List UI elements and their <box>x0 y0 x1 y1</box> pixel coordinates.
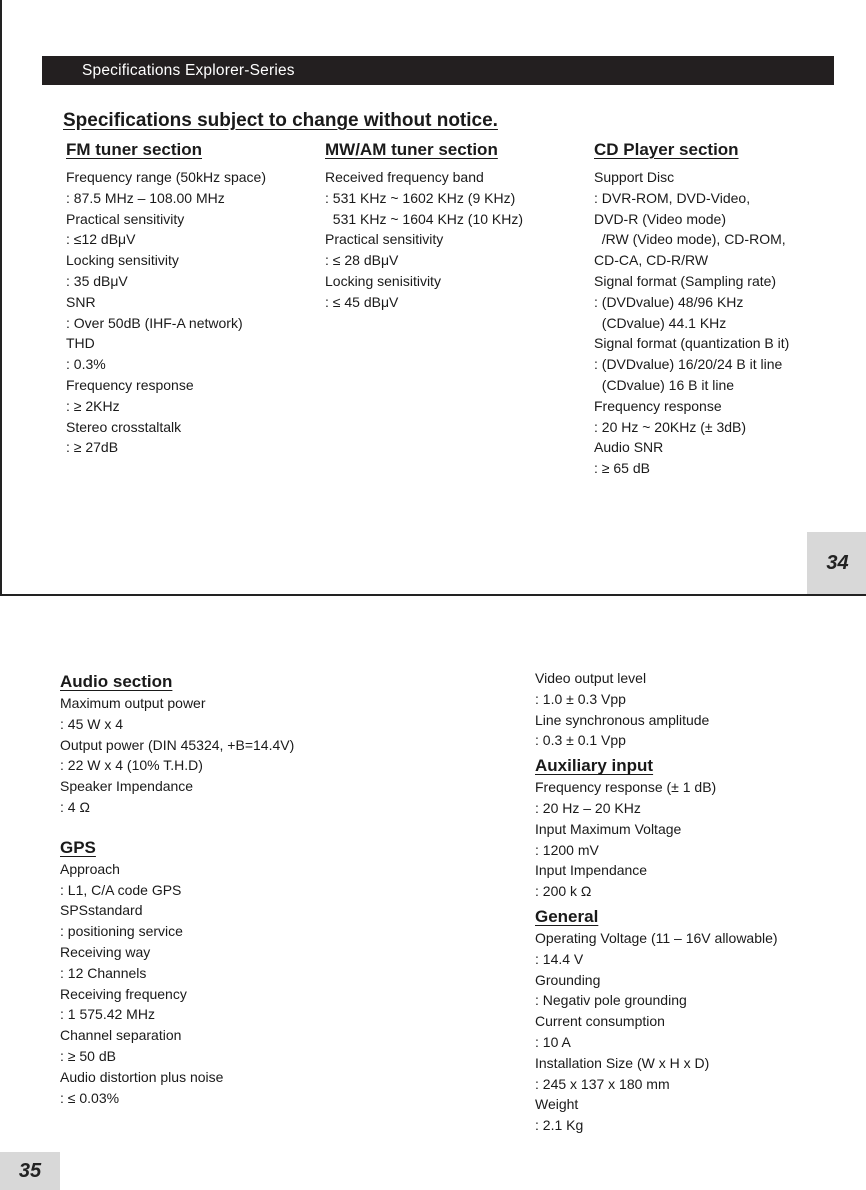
fm-spec-line: : ≤12 dBμV <box>66 231 136 248</box>
mwam-spec-line: : ≤ 45 dBμV <box>325 293 399 310</box>
general-section <box>535 906 778 1136</box>
gps-spec-line: : ≥ 50 dB <box>60 1047 116 1064</box>
gps-spec-line: Receiving way <box>60 943 151 960</box>
cd-spec-line: /RW (Video mode), CD-ROM, <box>594 231 786 248</box>
gps-spec-line: Channel separation <box>60 1027 182 1044</box>
general-spec-line: : 14.4 V <box>535 950 584 967</box>
right-column <box>535 668 778 1136</box>
general-spec-line: Weight <box>535 1096 579 1113</box>
general-spec-line: : Negativ pole grounding <box>535 992 687 1009</box>
general-spec-line: Grounding <box>535 971 601 988</box>
general-heading: General <box>535 906 599 926</box>
audio-spec-line: Output power (DIN 45324, +B=14.4V) <box>60 736 295 753</box>
fm-tuner-section <box>66 139 266 458</box>
section-title-bar: Specifications Explorer-Series <box>42 56 834 85</box>
cd-spec-line: : ≥ 65 dB <box>594 460 650 477</box>
fm-spec-line: : ≥ 2KHz <box>66 397 120 414</box>
fm-spec-line: Stereo crosstaltalk <box>66 418 182 435</box>
gps-spec-line: Approach <box>60 860 120 877</box>
general-spec-line: Installation Size (W x H x D) <box>535 1054 710 1071</box>
general-spec-line: Operating Voltage (11 – 16V allowable) <box>535 929 778 946</box>
page-number-35: 35 <box>0 1152 60 1190</box>
video-section <box>535 668 778 751</box>
audio-spec-line: : 4 Ω <box>60 798 90 815</box>
cd-spec-line: : 20 Hz ~ 20KHz (± 3dB) <box>594 418 747 435</box>
audio-heading: Audio section <box>60 672 173 691</box>
video-spec-line: : 0.3 ± 0.1 Vpp <box>535 732 626 749</box>
audio-spec-line: Speaker Impendance <box>60 778 194 795</box>
mwam-spec-line: Practical sensitivity <box>325 231 444 248</box>
manual-page-35 <box>0 596 866 1190</box>
cd-spec-line: : (DVDvalue) 16/20/24 B it line <box>594 356 783 373</box>
cd-spec-line: Signal format (Sampling rate) <box>594 272 777 289</box>
cd-spec-line: CD-CA, CD-R/RW <box>594 252 709 269</box>
general-spec-line: Current consumption <box>535 1013 665 1030</box>
mwam-tuner-heading: MW/AM tuner section <box>325 140 498 159</box>
fm-spec-line: THD <box>66 335 95 352</box>
general-spec-line: : 2.1 Kg <box>535 1117 584 1134</box>
aux-spec-line: : 200 k Ω <box>535 883 592 900</box>
aux-spec-line: Frequency response (± 1 dB) <box>535 779 717 796</box>
video-spec-line: Video output level <box>535 670 647 686</box>
fm-tuner-heading: FM tuner section <box>66 140 203 159</box>
video-spec-line: : 1.0 ± 0.3 Vpp <box>535 690 626 707</box>
page-number-34: 34 <box>807 532 866 594</box>
fm-spec-line: Frequency response <box>66 376 194 393</box>
gps-heading: GPS <box>60 837 96 857</box>
aux-spec-line: Input Impendance <box>535 862 648 879</box>
cd-spec-line: Frequency response <box>594 397 722 414</box>
mwam-spec-line: 531 KHz ~ 1604 KHz (10 KHz) <box>325 210 524 227</box>
left-column <box>60 671 294 1108</box>
gps-spec-line: : ≤ 0.03% <box>60 1089 120 1106</box>
mwam-spec-line: Received frequency band <box>325 169 484 185</box>
fm-spec-line: Frequency range (50kHz space) <box>66 169 266 185</box>
gps-spec-line: Receiving frequency <box>60 985 187 1002</box>
gps-section <box>60 837 294 1109</box>
cd-spec-line: (CDvalue) 16 B it line <box>594 376 735 393</box>
mwam-spec-line: : 531 KHz ~ 1602 KHz (9 KHz) <box>325 189 516 206</box>
cd-spec-line: Support Disc <box>594 169 675 185</box>
general-spec-line: : 10 A <box>535 1033 571 1050</box>
fm-spec-line: : 0.3% <box>66 356 106 373</box>
cd-spec-line: : DVR-ROM, DVD-Video, <box>594 189 751 206</box>
cd-player-heading: CD Player section <box>594 140 739 159</box>
gps-spec-line: : L1, C/A code GPS <box>60 881 182 898</box>
fm-spec-line: : 35 dBμV <box>66 272 128 289</box>
audio-spec-line: : 22 W x 4 (10% T.H.D) <box>60 757 203 774</box>
aux-spec-line: : 1200 mV <box>535 841 599 858</box>
gps-spec-line: Audio distortion plus noise <box>60 1068 224 1085</box>
auxiliary-input-heading: Auxiliary input <box>535 756 654 776</box>
gps-spec-line: : positioning service <box>60 923 183 940</box>
cd-player-section <box>594 139 789 479</box>
gps-spec-line: : 1 575.42 MHz <box>60 1006 155 1023</box>
change-notice: Specifications subject to change without notice. <box>63 110 498 131</box>
fm-spec-line: Practical sensitivity <box>66 210 185 227</box>
video-spec-line: Line synchronous amplitude <box>535 711 710 728</box>
mwam-tuner-section <box>325 139 523 313</box>
cd-spec-line: Signal format (quantization B it) <box>594 335 790 352</box>
cd-spec-line: DVD-R (Video mode) <box>594 210 727 227</box>
cd-spec-line: (CDvalue) 44.1 KHz <box>594 314 727 331</box>
auxiliary-input-section <box>535 755 778 902</box>
audio-spec-line: : 45 W x 4 <box>60 715 124 732</box>
fm-spec-line: : Over 50dB (IHF-A network) <box>66 314 243 331</box>
fm-spec-line: : 87.5 MHz – 108.00 MHz <box>66 189 225 206</box>
fm-spec-line: SNR <box>66 293 96 310</box>
gps-spec-line: : 12 Channels <box>60 964 147 981</box>
cd-spec-line: Audio SNR <box>594 439 664 456</box>
general-spec-line: : 245 x 137 x 180 mm <box>535 1075 670 1092</box>
gps-spec-line: SPSstandard <box>60 902 143 919</box>
mwam-spec-line: : ≤ 28 dBμV <box>325 252 399 269</box>
audio-spec-line: Maximum output power <box>60 695 206 711</box>
fm-spec-line: : ≥ 27dB <box>66 439 119 456</box>
fm-spec-line: Locking sensitivity <box>66 252 179 269</box>
cd-spec-line: : (DVDvalue) 48/96 KHz <box>594 293 744 310</box>
audio-section <box>60 671 294 818</box>
aux-spec-line: Input Maximum Voltage <box>535 820 682 837</box>
mwam-spec-line: Locking senisitivity <box>325 272 441 289</box>
aux-spec-line: : 20 Hz – 20 KHz <box>535 799 641 816</box>
